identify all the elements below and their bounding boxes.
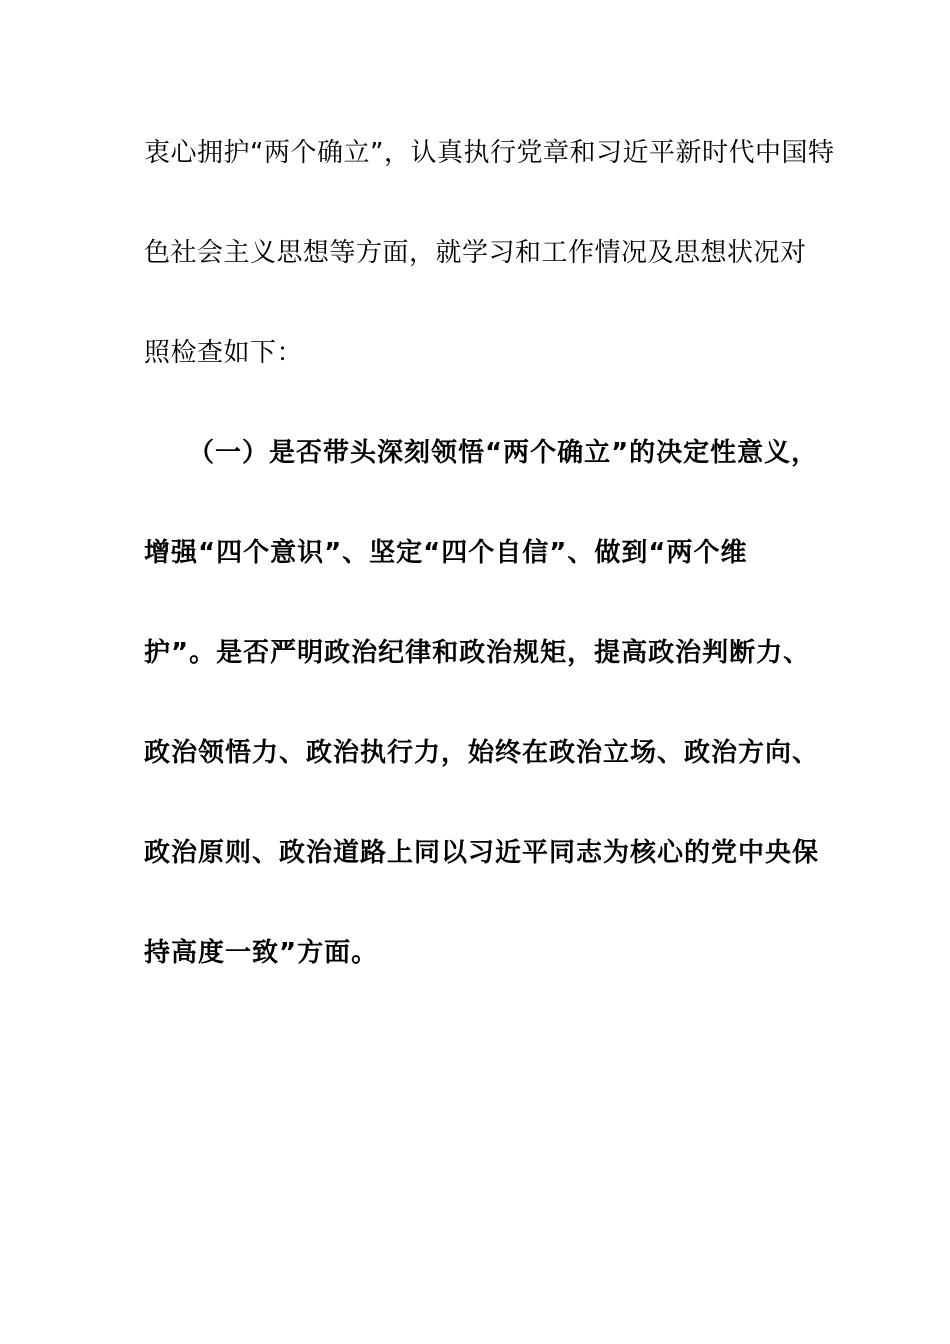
text-line: 持高度一致”方面。 bbox=[144, 938, 379, 968]
text-line: 增强“四个意识”、坚定“四个自信”、做到“两个维 bbox=[144, 538, 748, 568]
paragraph-section-heading bbox=[144, 426, 820, 1026]
text-line: （一）是否带头深刻领悟“两个确立”的决定性意义， bbox=[188, 438, 819, 468]
text-line: 护”。是否严明政治纪律和政治规矩，提高政治判断力、 bbox=[144, 638, 811, 668]
text-line: 色社会主义思想等方面，就学习和工作情况及思想状况对 bbox=[144, 238, 807, 268]
text-line: 衷心拥护“两个确立”，认真执行党章和习近平新时代中国特 bbox=[144, 138, 835, 168]
text-line: 政治原则、政治道路上同以习近平同志为核心的党中央保 bbox=[144, 838, 820, 868]
text-line: 照检查如下： bbox=[144, 338, 304, 368]
text-line: 政治领悟力、政治执行力，始终在政治立场、政治方向、 bbox=[144, 738, 820, 768]
paragraph-intro bbox=[144, 126, 835, 426]
document-body bbox=[144, 126, 835, 1026]
